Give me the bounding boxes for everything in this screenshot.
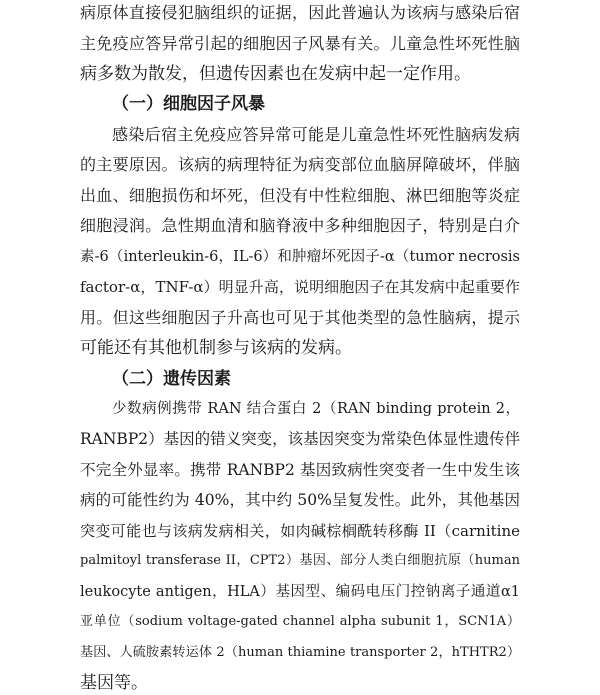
- paragraph-line: 少数病例携带 RAN 结合蛋白 2（RAN binding protein 2，: [112, 400, 520, 417]
- paragraph-line: 主免疫应答异常引起的细胞因子风暴有关。儿童急性坏死性脑: [80, 33, 520, 53]
- section-heading-cytokine-storm: （一）细胞因子风暴: [112, 94, 265, 115]
- paragraph-line: RANBP2）基因的错义突变，该基因突变为常染色体显性遗传伴: [80, 430, 521, 449]
- paragraph-line: leukocyte antigen，HLA）基因型、编码电压门控钠离子通道α1: [80, 583, 520, 600]
- paragraph-line: 出血、细胞损伤和坏死，但没有中性粒细胞、淋巴细胞等炎症: [80, 185, 520, 205]
- paragraph-line: 用。但这些细胞因子升高也可见于其他类型的急性脑病，提示: [80, 307, 520, 327]
- paragraph-line: 基因、人硫胺素转运体 2（human thiamine transporter 2，hTHTR2）: [80, 644, 520, 660]
- paragraph-line: 亚单位（sodium voltage-gated channel alpha subunit 1，SCN1A）: [80, 614, 520, 630]
- paragraph-line: palmitoyl transferase II，CPT2）基因、部分人类白细胞抗原（human: [80, 553, 520, 569]
- paragraph-line: 病原体直接侵犯脑组织的证据，因此普遍认为该病与感染后宿: [80, 3, 520, 22]
- paragraph-line: 细胞浸润。急性期血清和脑脊液中多种细胞因子，特别是白介: [80, 216, 520, 236]
- paragraph-line: 可能还有其他机制参与该病的发病。: [80, 338, 352, 358]
- paragraph-line: 不完全外显率。携带 RANBP2 基因致病性突变者一生中发生该: [80, 460, 520, 479]
- paragraph-line: factor-α，TNF-α）明显升高，说明细胞因子在其发病中起重要作: [80, 278, 520, 297]
- paragraph-line: 基因等。: [80, 673, 148, 693]
- paragraph-line: 感染后宿主免疫应答异常可能是儿童急性坏死性脑病发病: [112, 124, 520, 144]
- section-heading-genetic-factors: （二）遗传因素: [112, 368, 231, 389]
- paragraph-line: 素-6（interleukin-6，IL-6）和肿瘤坏死因子-α（tumor necrosis: [80, 248, 520, 265]
- paragraph-line: 病多数为散发，但遗传因素也在发病中起一定作用。: [80, 63, 471, 84]
- paragraph-line: 病的可能性约为 40%，其中约 50%呈复发性。此外，其他基因: [80, 491, 520, 510]
- paragraph-line: 的主要原因。该病的病理特征为病变部位血脑屏障破坏，伴脑: [80, 155, 520, 175]
- paragraph-line: 突变可能也与该病发病相关，如肉碱棕榈酰转移酶 II（carnitine: [80, 521, 520, 540]
